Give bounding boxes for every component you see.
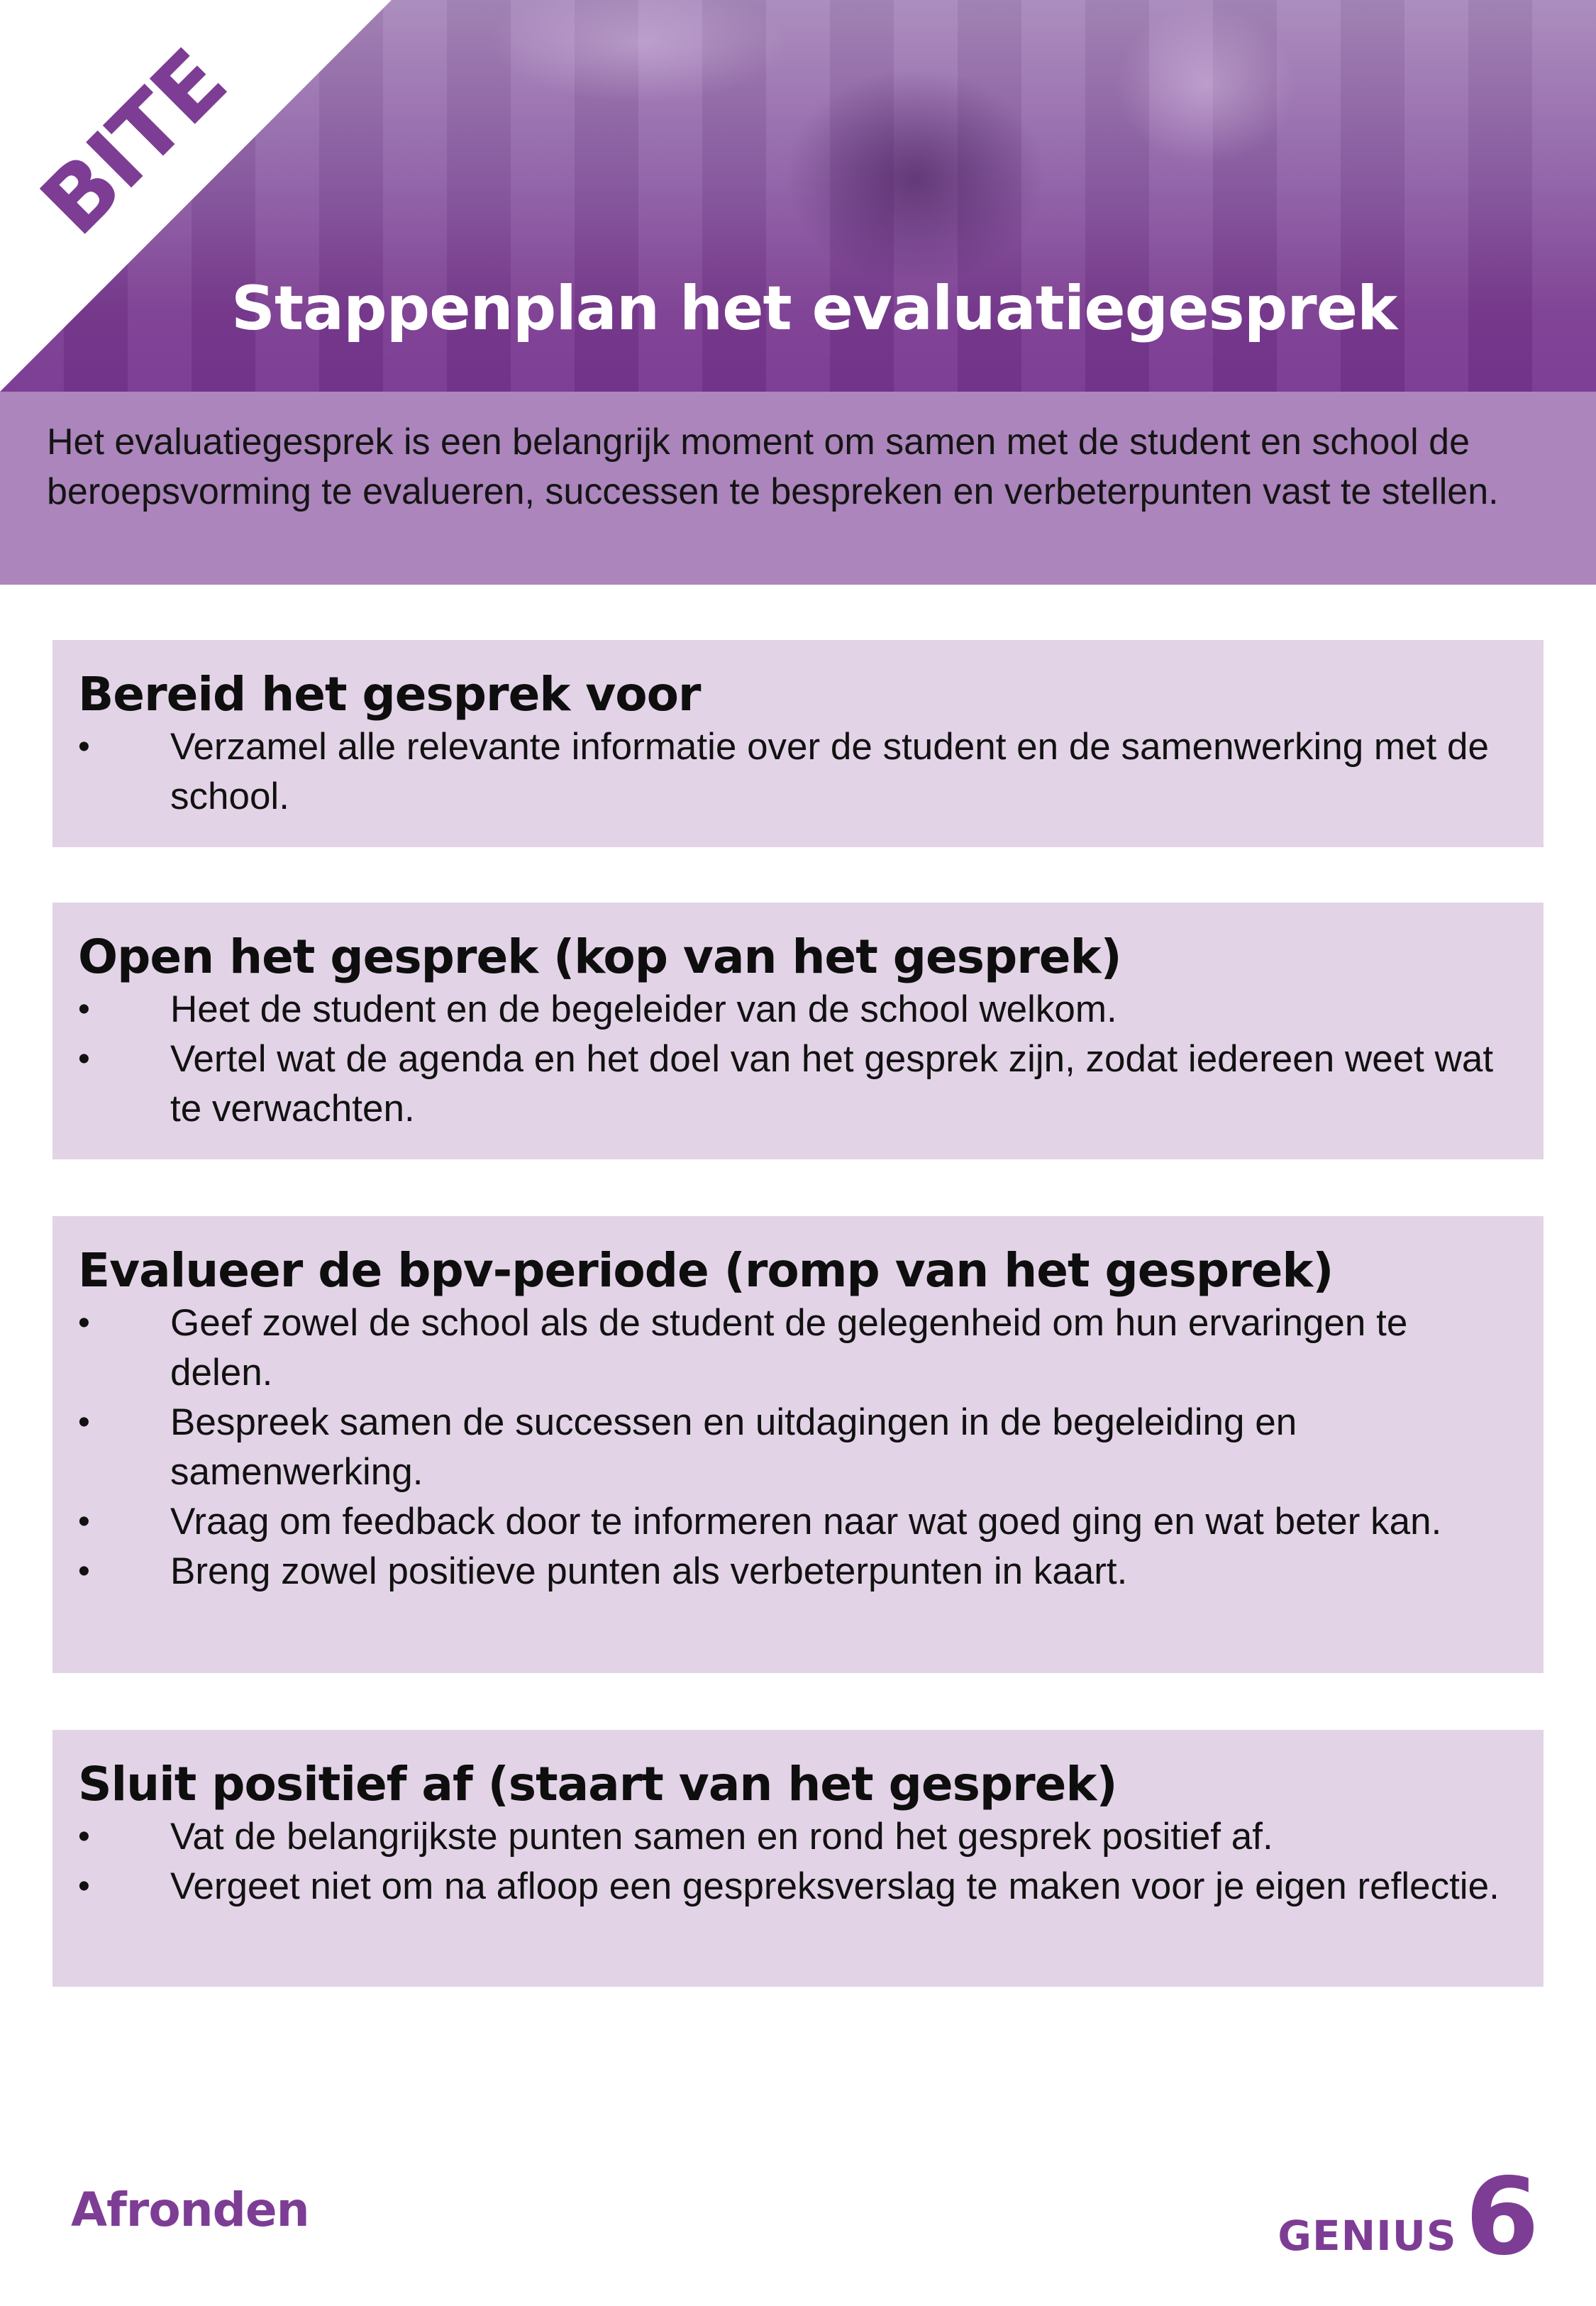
bullet-text: Vergeet niet om na afloop een gespreksverslag te maken voor je eigen reflectie. [170,1865,1500,1907]
section-title: Evalueer de bpv-periode (romp van het gesprek) [78,1243,1334,1298]
section-card-prepare [52,640,1544,847]
genius-logo [1278,2156,1539,2279]
section-card-evaluate [52,1216,1544,1673]
section-card-open [52,903,1544,1159]
bullet-text: Verzamel alle relevante informatie over de student en de samenwerking met de school. [170,726,1489,817]
section-title: Bereid het gesprek voor [78,667,701,722]
bullet-icon: • [78,1552,90,1590]
section-title: Sluit positief af (staart van het gesprek) [78,1757,1117,1811]
bullet-icon: • [78,1868,90,1905]
bullet-item [78,1497,1515,1547]
bullet-text: Geef zowel de school als de student de gelegenheid om hun ervaringen te delen. [170,1302,1408,1394]
brand-number: 6 [1465,2156,1539,2279]
bullet-icon: • [78,1304,90,1342]
bullet-text: Vertel wat de agenda en het doel van het gesprek zijn, zodat iedereen weet wat te verwachten. [170,1038,1494,1130]
bullet-icon: • [78,1040,90,1078]
bullet-icon: • [78,1503,90,1540]
bullet-list [78,1298,1515,1596]
bullet-item [78,722,1515,822]
bullet-icon: • [78,991,90,1028]
bullet-text: Breng zowel positieve punten als verbeterpunten in kaart. [170,1550,1128,1592]
bullet-text: Vraag om feedback door te informeren naar wat goed ging en wat beter kan. [170,1501,1442,1543]
bullet-icon: • [78,1818,90,1855]
page-title: Stappenplan het evaluatiegesprek [231,273,1397,344]
bullet-list [78,722,1515,822]
intro-band [0,392,1596,585]
bullet-item [78,1035,1515,1134]
section-card-close [52,1730,1544,1987]
bite-badge: BITE [22,31,246,255]
bullet-item [78,1862,1515,1911]
bullet-icon: • [78,728,90,766]
bullet-item [78,1398,1515,1497]
bullet-list [78,1812,1515,1911]
bullet-text: Vat de belangrijkste punten samen en rond het gesprek positief af. [170,1816,1273,1858]
intro-text: Het evaluatiegesprek is een belangrijk moment om samen met de student en school de beroepsvorming te evalueren, successen te bespreken en verbeterpunten vast te stellen. [47,421,1499,512]
bullet-text: Bespreek samen de successen en uitdagingen in de begeleiding en samenwerking. [170,1401,1297,1493]
header-banner [0,0,1596,392]
section-title: Open het gesprek (kop van het gesprek) [78,929,1121,984]
brand-text: GENIUS [1278,2212,1457,2260]
bullet-item [78,1298,1515,1398]
bullet-item [78,985,1515,1035]
bullet-item [78,1812,1515,1862]
bullet-text: Heet de student en de begeleider van de school welkom. [170,988,1117,1030]
footer-section-label: Afronden [71,2183,309,2237]
bullet-item [78,1547,1515,1596]
bullet-icon: • [78,1403,90,1441]
bullet-list [78,985,1515,1134]
